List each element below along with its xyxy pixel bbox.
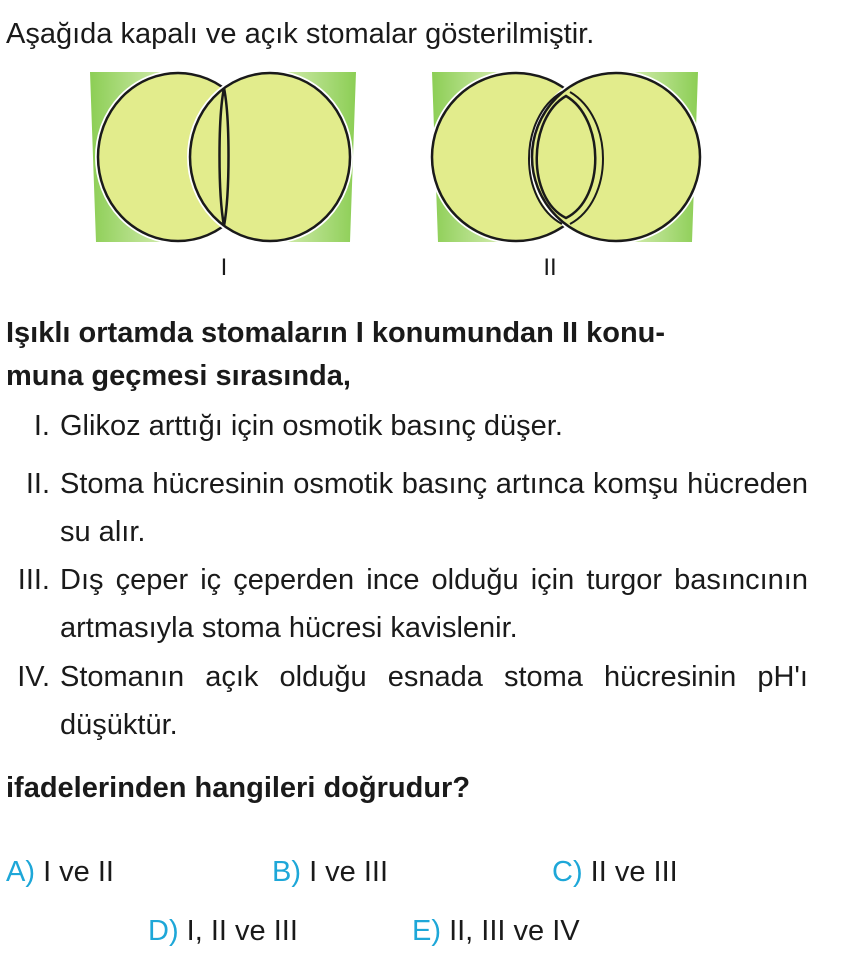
- option-c[interactable]: [552, 856, 678, 889]
- option-a[interactable]: [6, 856, 114, 889]
- option-d[interactable]: [148, 915, 298, 948]
- figure-label-II: II: [543, 254, 557, 281]
- option-letter: D): [148, 915, 179, 947]
- closed-stoma-diagram: [88, 68, 360, 246]
- question-stem: [6, 312, 806, 398]
- option-text: I, II ve III: [186, 915, 298, 947]
- statement-number: III.: [17, 564, 50, 596]
- statement-1: [0, 402, 808, 450]
- statement-text: Glikoz arttığı için osmotik basınç düşer.: [60, 410, 563, 442]
- statement-2: [0, 460, 808, 556]
- statement-4: [0, 653, 808, 749]
- option-text: I ve II: [43, 856, 114, 888]
- option-letter: C): [552, 856, 583, 888]
- statement-3: [0, 556, 808, 652]
- question-line-1: Işıklı ortamda stomaların I konumundan II konu-: [6, 317, 666, 349]
- stoma-pore-closed: [220, 88, 229, 226]
- option-e[interactable]: [412, 915, 580, 948]
- open-stoma-diagram: [430, 68, 702, 246]
- statement-number: IV.: [17, 661, 50, 693]
- statement-text: Dış çeper iç çeperden ince olduğu için turgor basıncının artmasıyla stoma hücresi kavislenir.: [60, 564, 808, 644]
- question-prompt: ifadelerinden hangileri doğrudur?: [6, 772, 471, 804]
- option-letter: B): [272, 856, 301, 888]
- option-text: I ve III: [309, 856, 389, 888]
- intro-text: Aşağıda kapalı ve açık stomalar gösterilmiştir.: [6, 18, 595, 50]
- option-b[interactable]: [272, 856, 388, 889]
- option-text: II ve III: [590, 856, 678, 888]
- statement-number: II.: [25, 468, 50, 500]
- option-text: II, III ve IV: [449, 915, 580, 947]
- option-letter: E): [412, 915, 441, 947]
- question-line-2: muna geçmesi sırasında,: [6, 360, 351, 392]
- option-letter: A): [6, 856, 35, 888]
- figure-label-I: I: [220, 254, 228, 281]
- statement-number: I.: [33, 410, 50, 442]
- statement-text: Stomanın açık olduğu esnada stoma hücresinin pH'ı düşüktür.: [60, 661, 808, 741]
- statement-text: Stoma hücresinin osmotik basınç artınca komşu hücreden su alır.: [60, 468, 808, 548]
